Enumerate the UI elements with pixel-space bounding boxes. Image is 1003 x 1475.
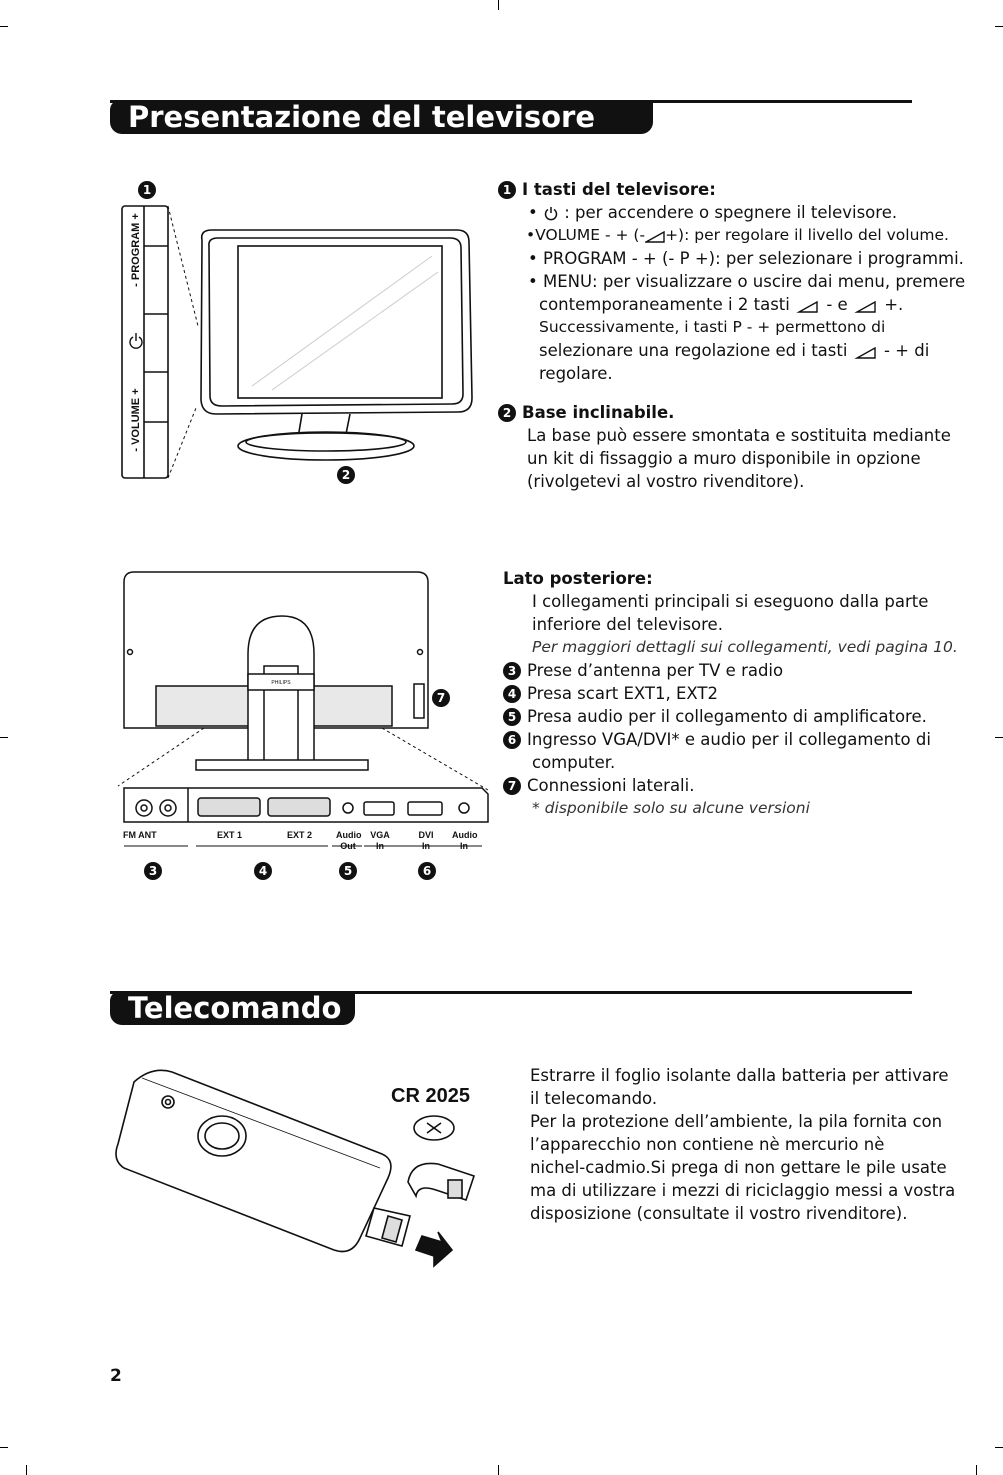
brand-logo: PHILIPS [271,680,291,686]
callout-6: 6 [418,862,436,880]
volume-icon [645,231,665,243]
menu-line-2c: +. [884,295,904,314]
volume-suffix: +): per regolare il livello del volume. [665,226,949,244]
remote-line: l’apparecchio non contiene nè mercurio nè [530,1135,885,1154]
label-audio-out: Audio Out [336,830,362,851]
tv-buttons-block: 1 I tasti del televisore: • : per accendere o spegnere il televisore. •VOLUME - + (- +): per regolare il livello del volume. • PROGRAM - + (- P +): per selezionare i programmi. • MENU: per visualizzare o uscire dai menu, premere contemporaneamente i 2 tasti - e +. Successivamente, i tasti P - + permettono di selezionare una regolazione ed i tasti - + di regolare. [498,178,938,385]
block-number: 1 [498,181,516,199]
power-text: : per accendere o spegnere il televisore. [564,203,898,222]
strip-volume-label: - VOLUME + [130,388,142,452]
power-icon [543,205,559,221]
block-heading: I tasti del televisore: [522,180,716,199]
volume-icon [853,347,879,359]
menu-line-2b: - e [826,295,848,314]
remote-block [530,1064,956,1225]
rear-note: Per maggiori dettagli sui collegamenti, vedi pagina 10. [532,638,958,656]
menu-line-1: • MENU: per visualizzare o uscire dai menu, premere [528,272,966,291]
menu-line-5: regolare. [539,364,613,383]
callout-3: 3 [144,862,162,880]
rear-block [503,567,958,820]
label-ext1: EXT 1 [217,830,243,840]
tv-front-figure [112,176,487,498]
menu-line-4b: - + di [883,341,930,360]
rear-item: 7 Connessioni laterali. [503,774,943,797]
label-dvi-in: DVI In [418,830,434,851]
crop-mark [976,1465,977,1475]
label-ext2: EXT 2 [287,830,313,840]
block-number: 2 [498,404,516,422]
rear-line-1: I collegamenti principali si eseguono dalla parte [532,592,929,611]
volume-prefix: •VOLUME - + (- [526,226,646,244]
crop-mark [995,26,1003,27]
block-heading: Base inclinabile. [522,403,675,422]
menu-line-4a: selezionare una regolazione ed i tasti [539,341,848,360]
battery-label: CR 2025 [391,1085,470,1107]
label-vga-in: VGA In [370,830,390,851]
crop-mark [0,26,8,27]
rear-item: 3 Prese d’antenna per TV e radio [503,659,943,682]
label-audio-in: Audio In [452,830,478,851]
label-fm-ant: FM ANT [123,830,157,840]
rear-line-2: inferiore del televisore. [532,615,723,634]
callout-7: 7 [432,689,450,707]
base-line-3: (rivolgetevi al vostro rivenditore). [527,472,805,491]
menu-line-2a: contemporaneamente i 2 tasti [539,295,790,314]
remote-line: Estrarre il foglio isolante dalla batteria per attivare [530,1066,949,1085]
volume-icon [853,301,879,313]
crop-mark [498,1465,499,1475]
crop-mark [498,0,499,10]
page-number: 2 [110,1366,122,1386]
crop-mark [995,1447,1003,1448]
remote-line: nichel-cadmio.Si prega di non gettare le pile usate [530,1158,947,1177]
program-text: • PROGRAM - + (- P +): per selezionare i programmi. [528,249,964,268]
crop-mark [0,737,8,738]
rear-heading: Lato posteriore: [503,569,653,588]
rear-footnote: * disponibile solo su alcune versioni [532,799,810,817]
menu-line-3: Successivamente, i tasti P - + permettono di [539,318,886,336]
remote-line: Per la protezione dell’ambiente, la pila fornita con [530,1112,943,1131]
connector-labels [112,830,494,860]
remote-line: disposizione (consultate il vostro rivenditore). [530,1204,908,1223]
callout-2: 2 [337,466,355,484]
section-title-lcd: Presentazione del televisore LCD [110,100,653,134]
remote-line: il telecomando. [530,1089,658,1108]
section-title-remote: Telecomando [110,991,355,1025]
remote-line: ma di utilizzare i mezzi di riciclaggio messi a vostra [530,1181,956,1200]
rear-item: 6 Ingresso VGA/DVI* e audio per il collegamento di [503,728,943,751]
rear-item: 5 Presa audio per il collegamento di amplificatore. [503,705,943,728]
crop-mark [995,737,1003,738]
crop-mark [26,1465,27,1475]
crop-mark [0,1447,8,1448]
strip-program-label: - PROGRAM + [130,213,142,287]
callout-5: 5 [339,862,357,880]
rear-item: computer. [532,753,616,772]
rear-item: 4 Presa scart EXT1, EXT2 [503,682,943,705]
base-block [498,401,951,493]
volume-icon [795,301,821,313]
callout-4: 4 [254,862,272,880]
base-line-2: un kit di fissaggio a muro disponibile in opzione [527,449,921,468]
callout-1: 1 [138,181,156,199]
base-line-1: La base può essere smontata e sostituita mediante [527,426,951,445]
